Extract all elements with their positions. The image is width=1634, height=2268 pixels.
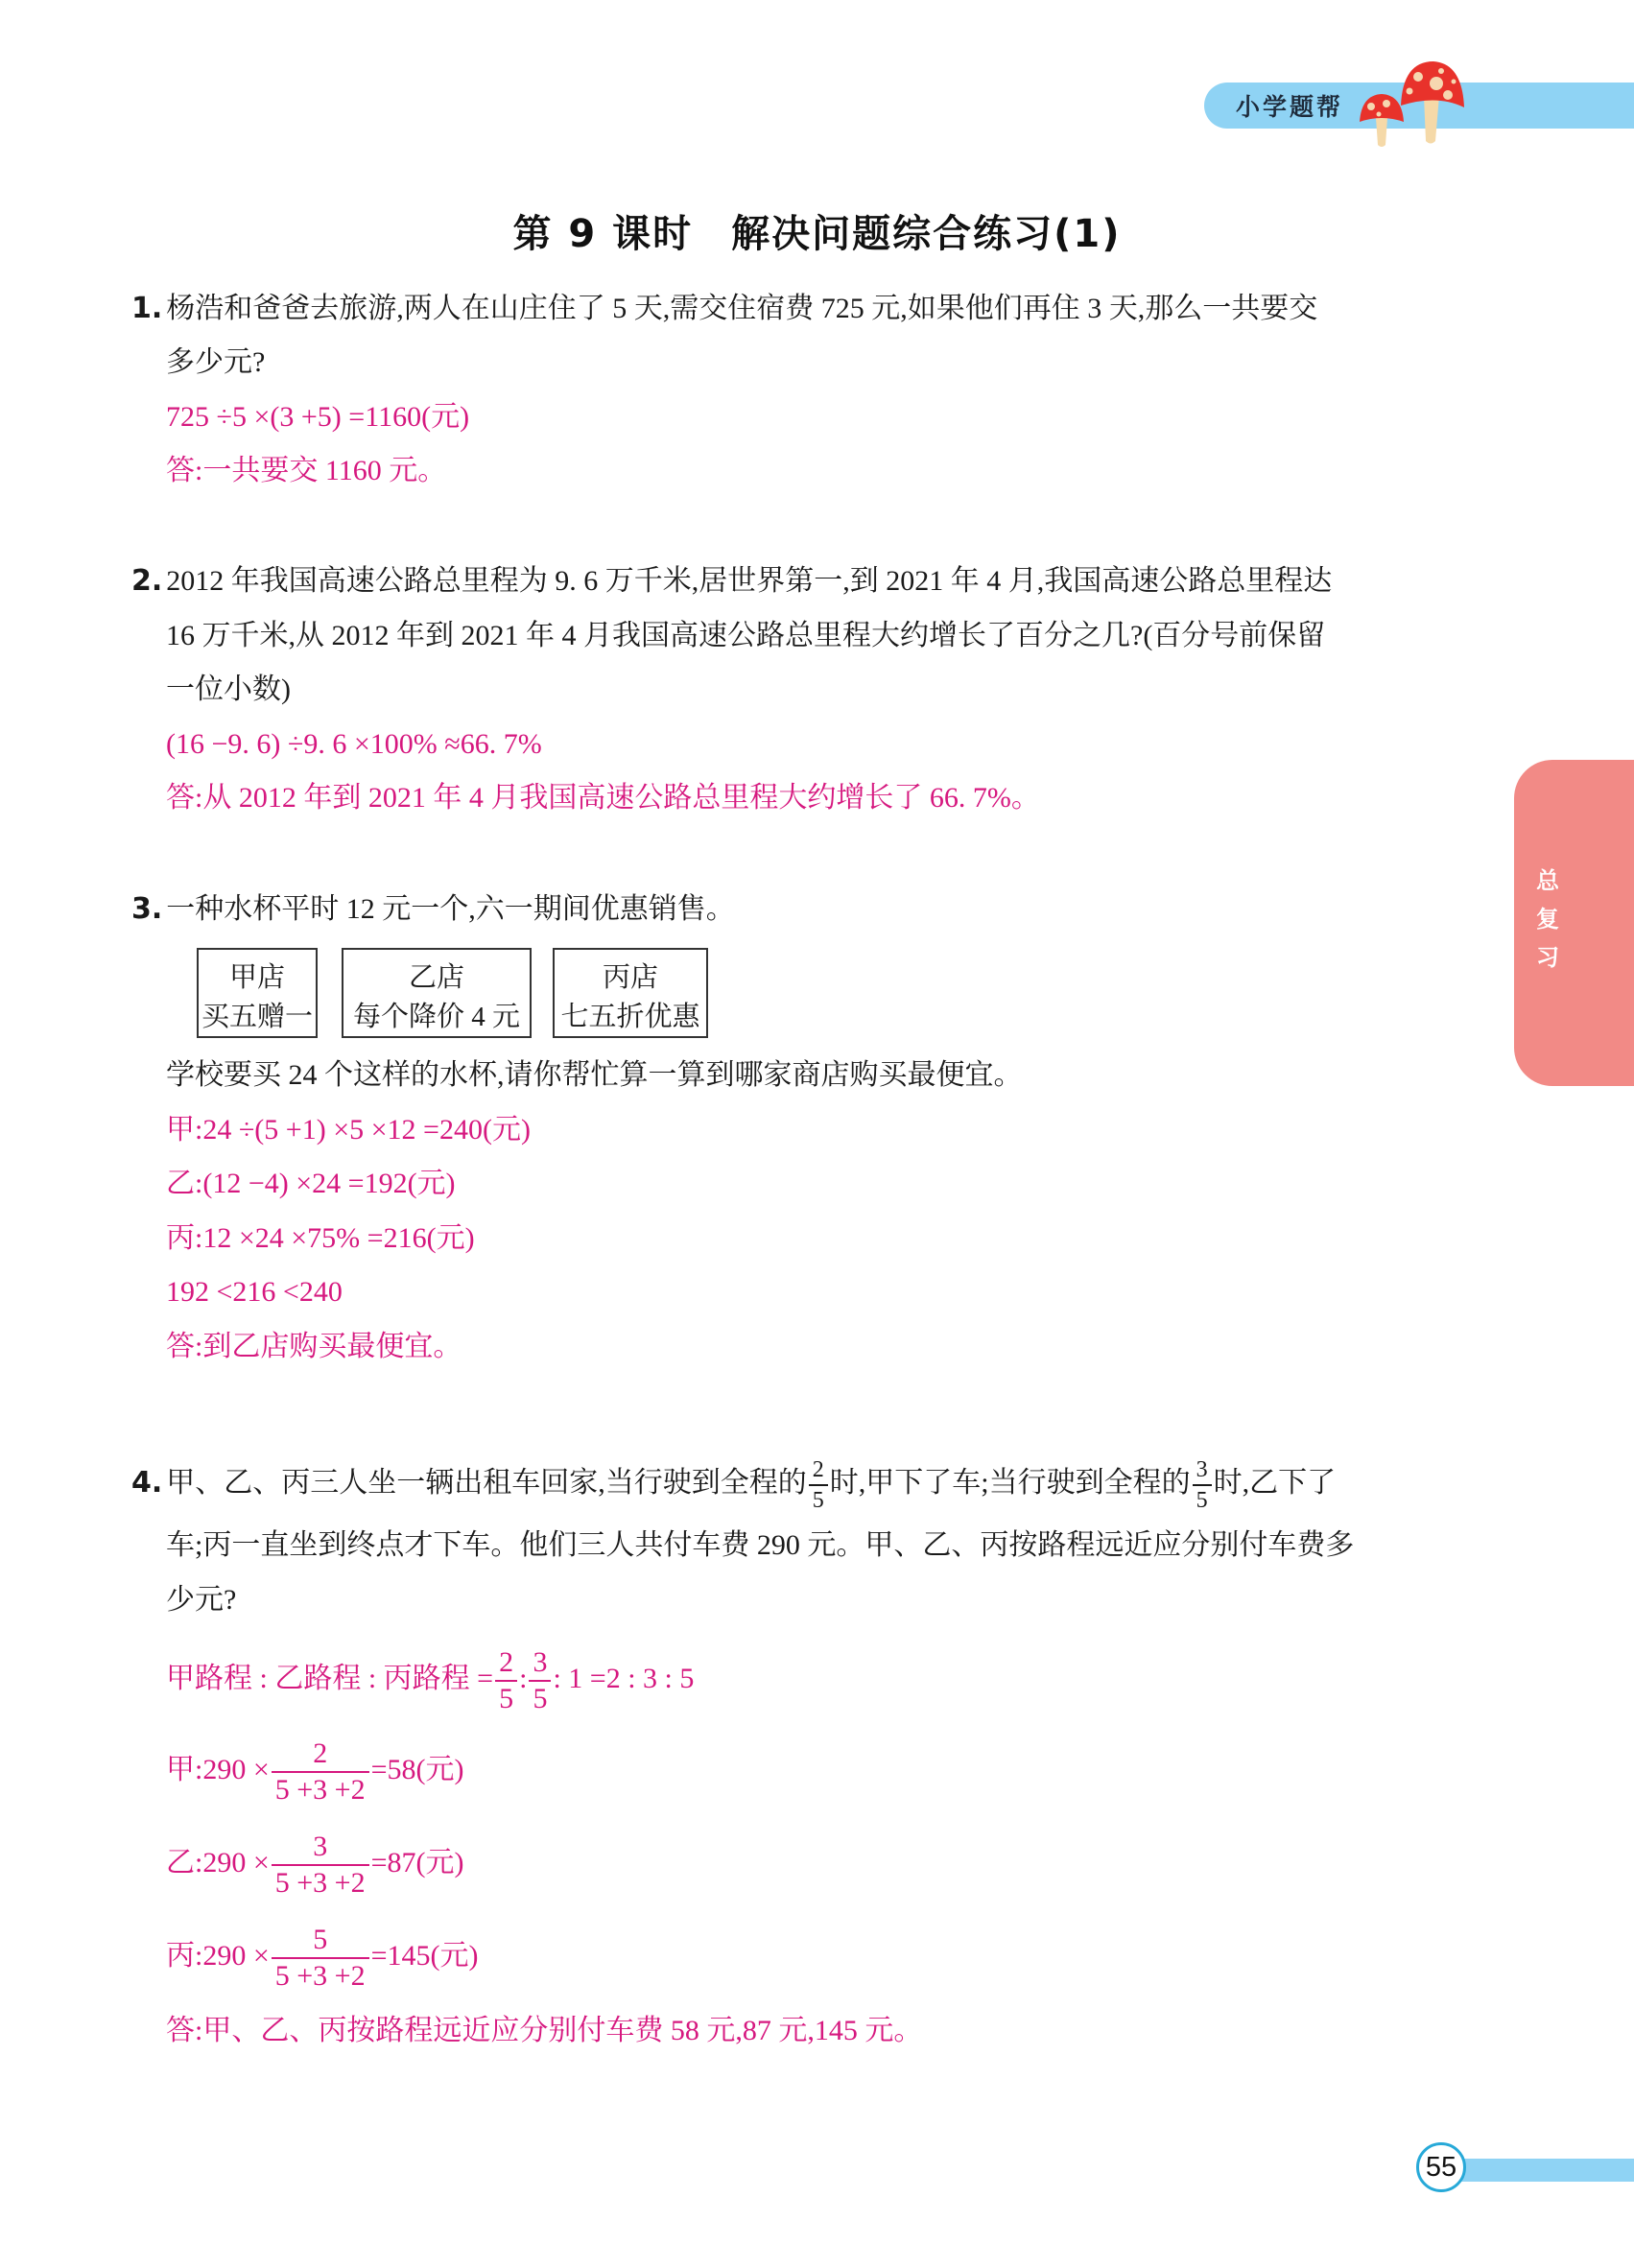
question-2-line-3: 一位小数) bbox=[166, 673, 291, 705]
question-2-line-2: 16 万千米,从 2012 年到 2021 年 4 月我国高速公路总里程大约增长了百分之几?(百分号前保留 bbox=[166, 620, 1326, 651]
question-3-line-1: 3. 一种水杯平时 12 元一个,六一期间优惠销售。 bbox=[131, 892, 735, 926]
answer-1-formula: 725 ÷5 ×(3 +5) =1160(元) bbox=[166, 401, 470, 433]
fraction-three-fifths: $\frac{3}{5}$ bbox=[529, 1648, 551, 1713]
fraction: $\frac{3}{5 +3 +2}$ bbox=[272, 1832, 369, 1898]
fraction-two-fifths: $\frac{2}{5}$ bbox=[495, 1648, 517, 1713]
lesson-topic: 解决问题综合练习(1) bbox=[731, 212, 1122, 256]
question-2-line-1: 2. 2012 年我国高速公路总里程为 9. 6 万千米,居世界第一,到 2021 年 4 月,我国高速公路总里程达 bbox=[131, 564, 1333, 598]
fraction-three-fifths: $\frac{3}{5}$ bbox=[1193, 1458, 1212, 1512]
shop-card-bing: 丙店 七五折优惠 bbox=[553, 948, 708, 1038]
answer-4-jia: 甲:290 × $\frac{2}{5 +3 +2}$ =58(元) bbox=[166, 1737, 464, 1806]
answer-3-conclusion: 答:到乙店购买最便宜。 bbox=[166, 1331, 462, 1362]
fraction: $\frac{2}{5 +3 +2}$ bbox=[272, 1739, 369, 1805]
lesson-number: 第 9 课时 bbox=[512, 212, 694, 256]
question-3-line-2: 学校要买 24 个这样的水杯,请你帮忙算一算到哪家商店购买最便宜。 bbox=[166, 1059, 1023, 1091]
section-tab bbox=[1514, 760, 1634, 1086]
question-1-line-2: 多少元? bbox=[166, 346, 266, 378]
answer-3-comparison: 192 <216 <240 bbox=[166, 1276, 343, 1308]
section-tab-label: 总 复 习 bbox=[1536, 867, 1559, 971]
answer-3-jia: 甲:24 ÷(5 +1) ×5 ×12 =240(元) bbox=[166, 1114, 531, 1146]
answer-4-conclusion: 答:甲、乙、丙按路程远近应分别付车费 58 元,87 元,145 元。 bbox=[166, 2015, 923, 2046]
question-4-line-1: 4. 甲、乙、丙三人坐一辆出租车回家,当行驶到全程的 $\frac{2}{5}$ 时,甲下了车;当行驶到全程的 $\frac{3}{5}$ 时,乙下了 bbox=[131, 1457, 1337, 1513]
answer-3-bing: 丙:12 ×24 ×75% =216(元) bbox=[166, 1222, 475, 1254]
answer-4-yi: 乙:290 × $\frac{3}{5 +3 +2}$ =87(元) bbox=[166, 1831, 464, 1899]
mushroom-icon bbox=[1399, 59, 1466, 146]
answer-3-yi: 乙:(12 −4) ×24 =192(元) bbox=[166, 1168, 456, 1199]
answer-4-bing: 丙:290 × $\frac{5}{5 +3 +2}$ =145(元) bbox=[166, 1924, 479, 1992]
question-4-line-3: 少元? bbox=[166, 1584, 237, 1616]
page-title bbox=[0, 203, 1634, 258]
answer-4-ratio: 甲路程 : 乙路程 : 丙路程 = $\frac{2}{5}$ : $\frac{3}{5}$ : 1 =2 : 3 : 5 bbox=[166, 1646, 695, 1714]
shop-card-yi: 乙店 每个降价 4 元 bbox=[342, 948, 532, 1038]
question-1-line-1: 1. 杨浩和爸爸去旅游,两人在山庄住了 5 天,需交住宿费 725 元,如果他们再住 3 天,那么一共要交 bbox=[131, 292, 1318, 325]
fraction: $\frac{5}{5 +3 +2}$ bbox=[272, 1925, 369, 1991]
brand-label: 小学题帮 bbox=[1236, 93, 1344, 121]
page-number: 55 bbox=[1416, 2142, 1466, 2192]
answer-1-conclusion: 答:一共要交 1160 元。 bbox=[166, 455, 447, 486]
footer-band bbox=[1449, 2159, 1634, 2182]
answer-2-formula: (16 −9. 6) ÷9. 6 ×100% ≈66. 7% bbox=[166, 728, 542, 760]
fraction-two-fifths: $\frac{2}{5}$ bbox=[809, 1458, 828, 1512]
answer-2-conclusion: 答:从 2012 年到 2021 年 4 月我国高速公路总里程大约增长了 66. 7%。 bbox=[166, 782, 1040, 814]
question-4-line-2: 车;丙一直坐到终点才下车。他们三人共付车费 290 元。甲、乙、丙按路程远近应分别付车费多 bbox=[166, 1529, 1355, 1561]
shop-card-jia: 甲店 买五赠一 bbox=[197, 948, 318, 1038]
